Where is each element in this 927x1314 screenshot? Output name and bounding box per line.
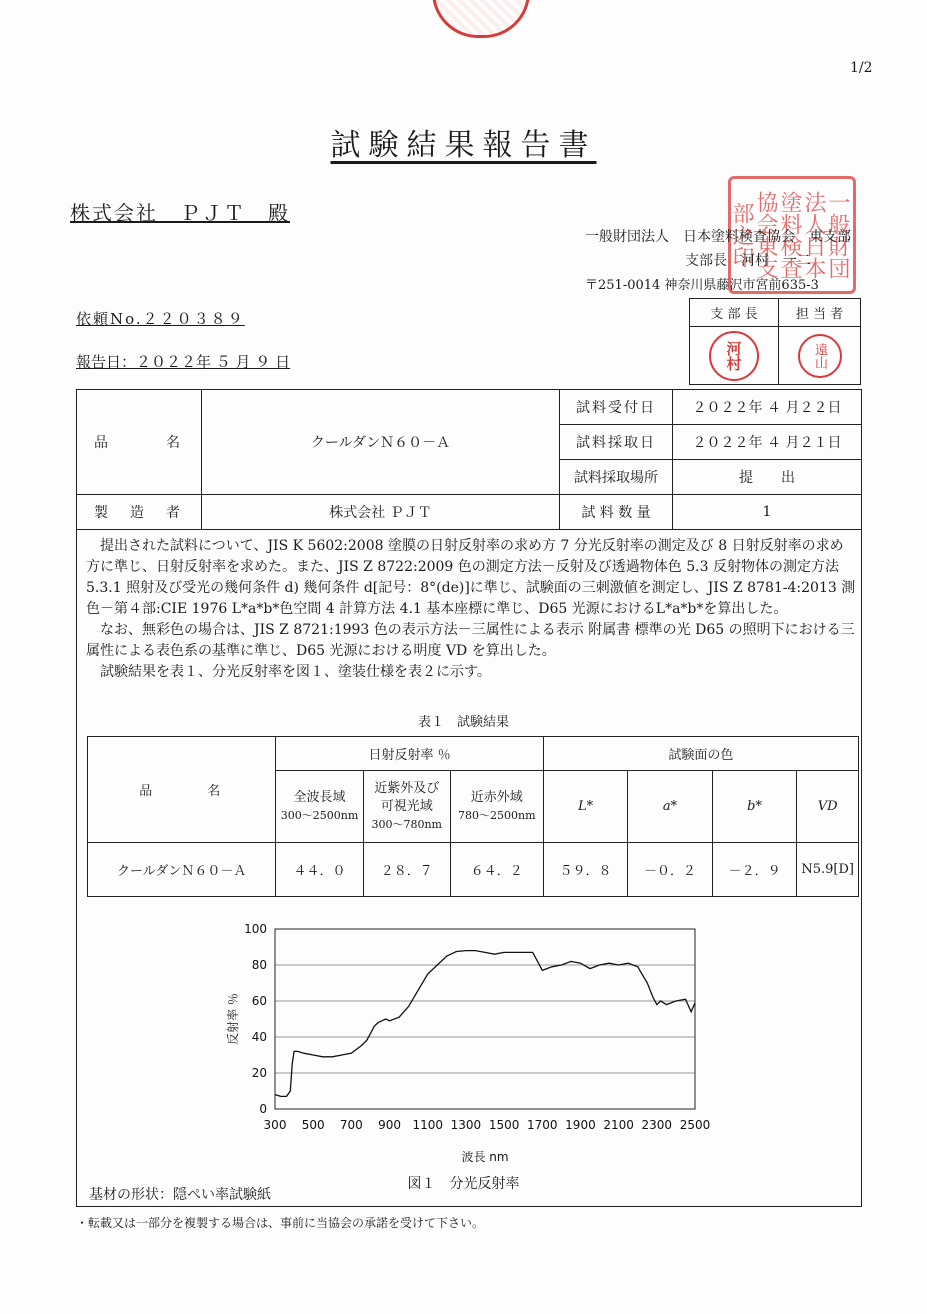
addressee: 株式会社 ＰＪＴ 殿 xyxy=(70,201,290,225)
sampled-value: ２０２２年 ４ 月２１日 xyxy=(673,425,862,460)
staff-label: 担 当 者 xyxy=(779,299,861,327)
request-no: 依頼No.２２０３８９ xyxy=(76,310,245,328)
x-axis-label: 波長 nm xyxy=(461,1150,509,1164)
head-label: 支 部 長 xyxy=(690,299,779,327)
t1-L-header: L* xyxy=(543,771,628,843)
staff-seal-cell xyxy=(779,327,861,385)
x-tick-label: 700 xyxy=(339,1118,363,1132)
x-tick-label: 2100 xyxy=(603,1118,634,1132)
issuer-organization: 一般財団法人 日本塗料検査協会 東支部 xyxy=(585,229,851,245)
issuer-seal: 一般財団法人日本塗料検査協会東支部之印 xyxy=(728,176,856,294)
x-tick-label: 1900 xyxy=(565,1118,596,1132)
document-title: 試験結果報告書 xyxy=(330,128,597,163)
t1-color-header: 試験面の色 xyxy=(543,737,858,771)
t1-product-header: 品 名 xyxy=(88,737,276,843)
t1-nir-header: 近赤外域 780～2500nm xyxy=(450,771,543,843)
t1-v-nir: ６４．２ xyxy=(450,843,543,897)
x-tick-label: 1700 xyxy=(526,1118,558,1132)
t1-solar-header: 日射反射率 ％ xyxy=(276,737,543,771)
t1-V-header: VD xyxy=(797,771,859,843)
body-paragraph-2: なお、無彩色の場合は、JIS Z 8721:1993 色の表示方法－三属性による表示 附属書 標準の光 D65 の照明下における三属性による表色系の基準に準じ、D65 光源における明度 VD を算出した。 xyxy=(86,622,855,659)
place-value: 提 出 xyxy=(673,460,862,495)
product-label: 品 名 xyxy=(77,390,202,495)
sampled-label: 試料採取日 xyxy=(560,425,673,460)
body-text xyxy=(86,536,856,683)
substrate-note: 基材の形状：隠ぺい率試験紙 xyxy=(89,1187,271,1203)
spectral-reflectance-chart xyxy=(215,915,715,1190)
x-tick-label: 1100 xyxy=(412,1118,444,1132)
y-axis-label: 反射率 ％ xyxy=(226,993,240,1045)
head-seal-cell xyxy=(690,327,779,385)
table1-caption: 表１ 試験結果 xyxy=(417,715,509,730)
x-tick-label: 2500 xyxy=(679,1118,711,1132)
product-value: クールダンＮ６０－Ａ xyxy=(202,390,560,495)
t1-a-header: a* xyxy=(628,771,713,843)
received-label: 試料受付日 xyxy=(560,390,673,425)
t1-v-V: N5.9[D] xyxy=(797,843,859,897)
maker-value: 株式会社 ＰＪＴ xyxy=(202,495,560,530)
y-tick-label: 80 xyxy=(251,958,267,972)
staff-seal: 遠山 xyxy=(798,334,842,378)
x-tick-label: 900 xyxy=(378,1118,401,1132)
x-tick-label: 1500 xyxy=(488,1118,520,1132)
y-tick-label: 40 xyxy=(251,1030,267,1044)
x-tick-label: 1300 xyxy=(450,1118,482,1132)
plot-area xyxy=(275,929,695,1109)
y-tick-label: 0 xyxy=(259,1102,267,1116)
issuer-address: 〒251-0014 神奈川県藤沢市宮前635-3 xyxy=(585,278,819,293)
head-seal: 河村 xyxy=(709,331,759,381)
t1-v-all: ４４．０ xyxy=(276,843,363,897)
top-seal xyxy=(432,0,530,38)
t1-b-header: b* xyxy=(712,771,797,843)
received-value: ２０２２年 ４ 月２２日 xyxy=(673,390,862,425)
t1-row-product: クールダンＮ６０－Ａ xyxy=(88,843,276,897)
body-paragraph-1: 提出された試料について、JIS K 5602:2008 塗膜の日射反射率の求め方 7 分光反射率の測定及び 8 日射反射率の求め方に準じ、日射反射率を求めた。また、JIS Z 8722:2009 色の測定方法－反射及び透過物体色 5.3 反射物体の測定方法 5.3.1 照射及び受光の幾何条件 d) 幾何条件 d[記号：8°(de)]に準じ、試験面の三刺激値を測定し、JIS Z 8781-4:2013 測色－第４部:CIE 1976 L*a*b*色空間 4 計算方法 4.1 基本座標に準じ、D65 光源におけるL*a*b*を算出した。 xyxy=(86,538,856,617)
results-table xyxy=(87,736,859,897)
series-line xyxy=(275,951,695,1097)
x-tick-label: 2300 xyxy=(641,1118,673,1132)
body-paragraph-3: 試験結果を表１、分光反射率を図１、塗装仕様を表２に示す。 xyxy=(100,664,491,680)
sample-info-table xyxy=(76,389,862,530)
qty-value: 1 xyxy=(673,495,862,530)
x-tick-label: 500 xyxy=(301,1118,325,1132)
maker-label: 製 造 者 xyxy=(77,495,202,530)
t1-v-b: －２．９ xyxy=(712,843,797,897)
place-label: 試料採取場所 xyxy=(560,460,673,495)
approval-box xyxy=(689,298,861,385)
report-date: 報告日：２０２２年 ５ 月 ９ 日 xyxy=(76,353,291,371)
t1-v-L: ５９．８ xyxy=(543,843,628,897)
chart-title: 図１ 分光反射率 xyxy=(407,1176,520,1192)
y-tick-label: 20 xyxy=(251,1066,267,1080)
y-tick-label: 100 xyxy=(244,922,267,936)
y-tick-label: 60 xyxy=(251,994,267,1008)
footer-note: ・転載又は一部分を複製する場合は、事前に当協会の承諾を受けて下さい。 xyxy=(76,1216,485,1230)
t1-v-vis: ２８．７ xyxy=(363,843,450,897)
qty-label: 試 料 数 量 xyxy=(560,495,673,530)
t1-vis-header: 近紫外及び 可視光域 300～780nm xyxy=(363,771,450,843)
t1-v-a: －０．２ xyxy=(628,843,713,897)
issuer-head: 支部長 河村 一二 xyxy=(685,253,811,269)
t1-all-header: 全波長域 300～2500nm xyxy=(276,771,363,843)
page-number: 1/2 xyxy=(850,60,873,76)
x-tick-label: 300 xyxy=(263,1118,287,1132)
